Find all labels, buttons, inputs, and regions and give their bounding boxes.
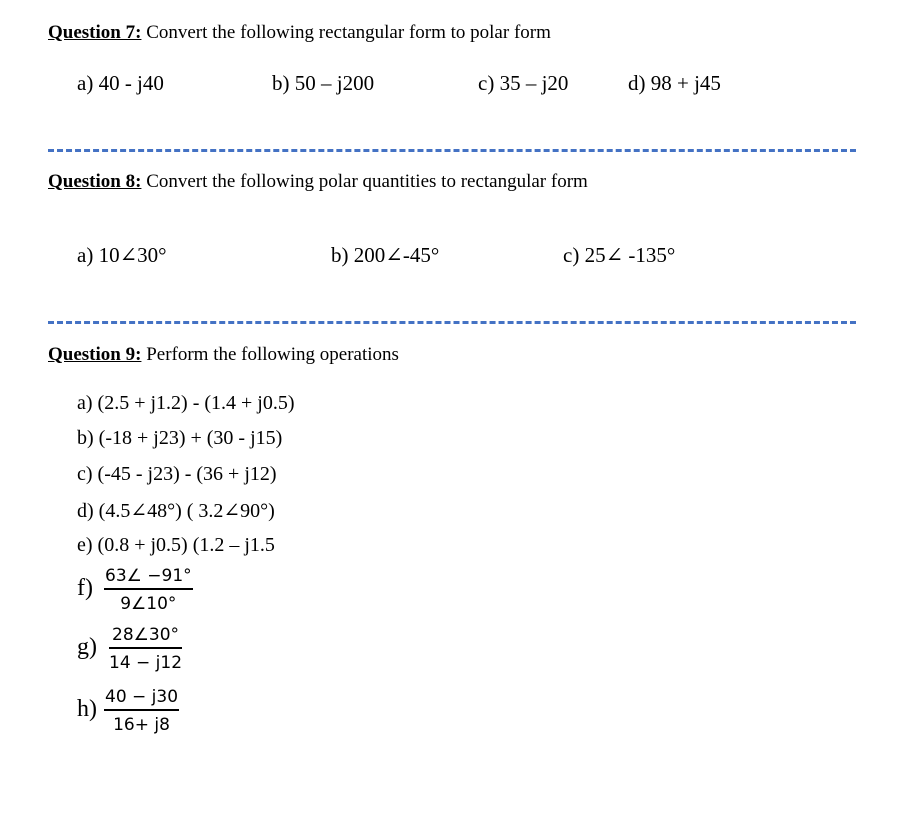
question-7-label: Question 7: [48,22,142,43]
q8-option-b: b) 200∠-45° [331,243,440,267]
q7-option-d: d) 98 + j45 [628,71,721,95]
q7-option-c: c) 35 – j20 [478,71,569,95]
question-8-heading [48,171,588,193]
question-7-heading [48,22,551,44]
q9-item-d: d) (4.5∠48°) ( 3.2∠90°) [77,500,275,522]
section-divider [48,321,856,324]
q9-item-g-letter: g) [77,634,97,660]
q9-item-f-fraction [104,566,193,614]
q9-item-c: c) (-45 - j23) - (36 + j12) [77,463,277,485]
question-9-label: Question 9: [48,344,142,365]
q9-item-h-letter: h) [77,696,97,722]
q9-item-g-fraction [109,625,182,673]
fraction-denominator: 14 − j12 [109,653,183,673]
q8-option-c: c) 25∠ -135° [563,243,676,267]
q9-item-a: a) (2.5 + j1.2) - (1.4 + j0.5) [77,392,295,414]
fraction-denominator: 9∠10° [120,594,177,614]
q9-item-e: e) (0.8 + j0.5) (1.2 – j1.5 [77,534,275,556]
q7-option-a: a) 40 - j40 [77,71,164,95]
fraction-numerator: 28∠30° [109,625,182,649]
fraction-denominator: 16+ j8 [113,715,170,735]
fraction-numerator: 40 − j30 [104,687,179,711]
question-9-heading [48,344,399,366]
section-divider [48,149,856,152]
q9-item-b: b) (-18 + j23) + (30 - j15) [77,427,283,449]
q7-option-b: b) 50 – j200 [272,71,375,95]
fraction-numerator: 63∠ −91° [104,566,193,590]
q9-item-h-fraction [104,687,179,735]
question-8-label: Question 8: [48,171,142,192]
question-7-text: Convert the following rectangular form to polar form [141,22,551,43]
question-8-text: Convert the following polar quantities to rectangular form [141,171,588,192]
q8-option-a: a) 10∠30° [77,243,167,267]
q9-item-f-letter: f) [77,575,93,601]
question-9-text: Perform the following operations [141,344,399,365]
